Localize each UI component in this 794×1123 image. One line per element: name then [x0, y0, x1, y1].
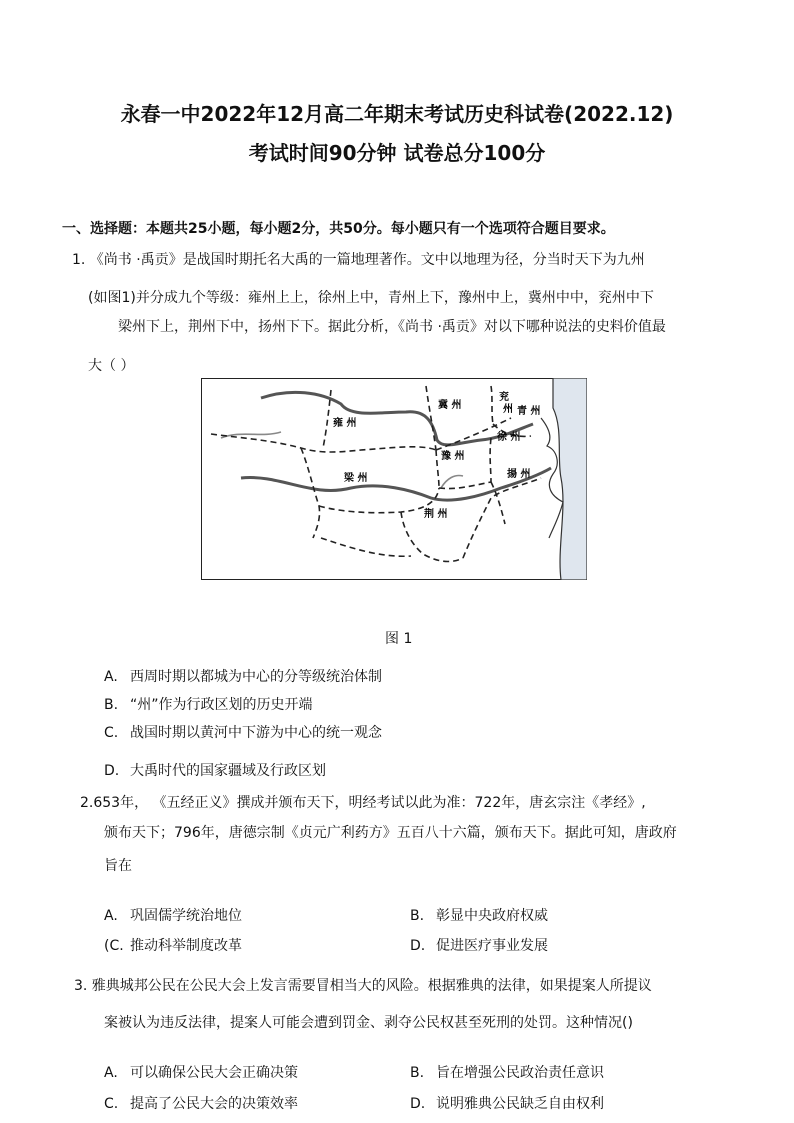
- q2-option-b[interactable]: [410, 905, 548, 925]
- q2-line-3: 旨在: [104, 858, 132, 874]
- section-heading: 一、选择题：本题共25小题，每小题2分，共50分。每小题只有一个选项符合题目要求。: [62, 221, 615, 237]
- option-text: 说明雅典公民缺乏自由权利: [436, 1096, 604, 1112]
- option-letter: D.: [410, 938, 426, 954]
- q1-line-3: 梁州下上，荆州下中，扬州下下。据此分析，《尚书 ·禹贡》对以下哪种说法的史料价值最: [118, 319, 666, 335]
- option-text: 提高了公民大会的决策效率: [130, 1096, 298, 1112]
- q1-line-4: 大（ ）: [88, 358, 135, 374]
- q3-option-a[interactable]: [104, 1062, 298, 1082]
- map-label-ji: 冀 州: [438, 400, 462, 411]
- q1-line-2: (如图1)并分成九个等级：雍州上上，徐州上中，青州上下，豫州中上，冀州中中，兖州中下: [88, 290, 654, 306]
- q3-option-d[interactable]: [410, 1093, 604, 1113]
- option-letter: B.: [104, 697, 119, 713]
- map-label-liang: 梁 州: [344, 473, 368, 484]
- q1-option-a[interactable]: [104, 666, 382, 686]
- q2-line-2: 颁布天下；796年，唐德宗制《贞元广利药方》五百八十六篇，颁布天下。据此可知，唐政府: [104, 825, 677, 841]
- option-letter: C.: [104, 1096, 119, 1112]
- figure-caption: 图 1: [385, 631, 413, 647]
- option-letter: B.: [410, 1065, 425, 1081]
- map-label-yu: 豫 州: [441, 451, 465, 462]
- q1-line-1: 1. 《尚书 ·禹贡》是战国时期托名大禹的一篇地理著作。文中以地理为径，分当时天下为九州: [72, 252, 645, 268]
- option-text: 促进医疗事业发展: [436, 938, 548, 954]
- map-label-yan-1: 兖: [499, 392, 509, 403]
- q3-option-c[interactable]: [104, 1093, 298, 1113]
- option-letter: (C.: [104, 938, 124, 954]
- map-label-yong: 雍 州: [333, 418, 357, 429]
- option-letter: A.: [104, 669, 118, 685]
- q1-option-b[interactable]: [104, 694, 313, 714]
- option-text: 西周时期以都城为中心的分等级统治体制: [130, 669, 382, 685]
- map-label-yang: 揚 州: [507, 469, 531, 480]
- option-text: 旨在增强公民政治责任意识: [436, 1065, 604, 1081]
- option-text: “州”作为行政区划的历史开端: [130, 697, 313, 713]
- exam-subtitle: 考试时间90分钟 试卷总分100分: [248, 141, 546, 165]
- q1-option-c[interactable]: [104, 722, 382, 742]
- map-label-qing: 青 州: [517, 406, 541, 417]
- q3-line-2: 案被认为违反法律，提案人可能会遭到罚金、剥夺公民权甚至死刑的处罚。这种情况(): [104, 1015, 633, 1031]
- q3-option-b[interactable]: [410, 1062, 604, 1082]
- q2-line-1: 2.653年， 《五经正义》撰成并颁布天下，明经考试以此为准：722年，唐玄宗注《孝经》,: [80, 795, 646, 811]
- option-text: 彰显中央政府权威: [436, 908, 548, 924]
- q2-option-d[interactable]: [410, 935, 548, 955]
- option-text: 大禹时代的国家疆域及行政区划: [130, 763, 326, 779]
- map-label-yan-2: 州: [503, 404, 513, 415]
- option-text: 战国时期以黄河中下游为中心的统一观念: [130, 725, 382, 741]
- map-label-jing: 荆 州: [424, 509, 448, 520]
- option-text: 巩固儒学统治地位: [130, 908, 242, 924]
- option-letter: B.: [410, 908, 425, 924]
- q2-option-a[interactable]: [104, 905, 242, 925]
- option-letter: A.: [104, 1065, 118, 1081]
- option-letter: A.: [104, 908, 118, 924]
- q2-option-c[interactable]: [104, 935, 242, 955]
- option-letter: D.: [410, 1096, 426, 1112]
- option-letter: D.: [104, 763, 120, 779]
- option-letter: C.: [104, 725, 119, 741]
- exam-title: 永春一中2022年12月高二年期末考试历史科试卷(2022.12): [120, 102, 674, 126]
- option-text: 可以确保公民大会正确决策: [130, 1065, 298, 1081]
- nine-provinces-map: [201, 378, 587, 580]
- q1-option-d[interactable]: [104, 760, 326, 780]
- option-text: 推动科举制度改革: [130, 938, 242, 954]
- q3-line-1: 3. 雅典城邦公民在公民大会上发言需要冒相当大的风险。根据雅典的法律，如果提案人所提议: [74, 978, 652, 994]
- map-label-xu: 徐 州: [497, 432, 521, 443]
